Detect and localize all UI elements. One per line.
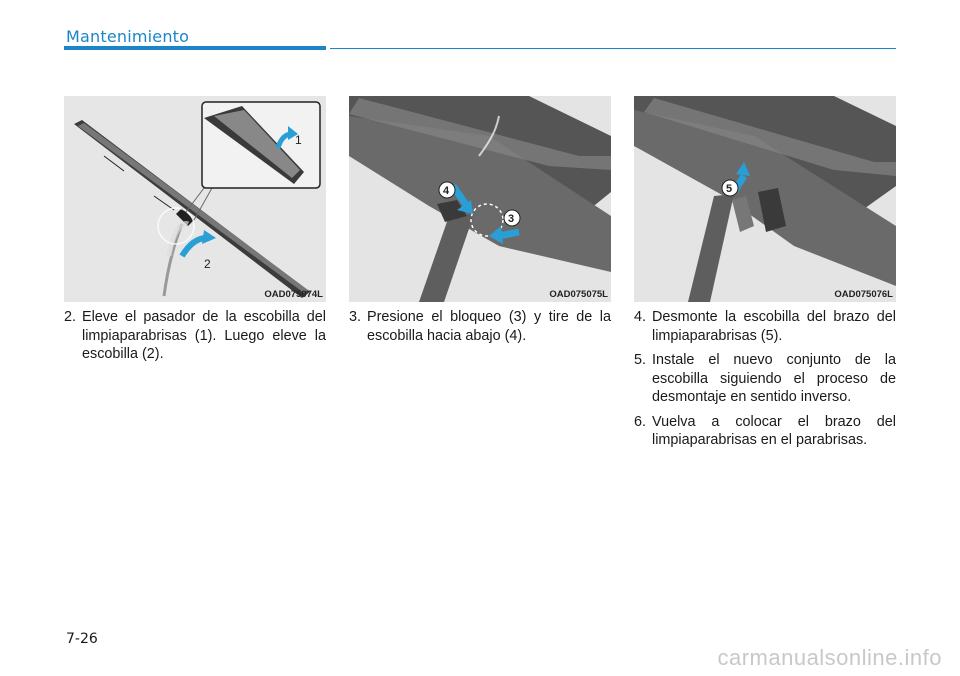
wiper-illustration-2	[349, 96, 611, 302]
step-text: Instale el nuevo conjunto de la escobilla siguiendo el proceso de desmontaje en sentido inverso.	[652, 352, 896, 405]
figure-code: OAD075075L	[549, 289, 608, 300]
instruction-column-3	[634, 308, 896, 456]
step-number: 3.	[349, 309, 362, 325]
step-number: 2.	[64, 309, 77, 325]
header-rule-thick	[64, 46, 326, 50]
step-text: Eleve el pasador de la escobilla del limpiaparabrisas (1). Luego eleve la escobilla (2).	[82, 309, 326, 362]
instruction-column-2	[349, 308, 611, 351]
step-number: 5.	[634, 352, 647, 368]
callout-3: 3	[508, 213, 515, 225]
section-title: Mantenimiento	[66, 27, 190, 46]
step-number: 4.	[634, 309, 647, 325]
watermark: carmanualsonline.info	[717, 645, 942, 670]
instruction-step	[634, 308, 896, 345]
instruction-column-1	[64, 308, 326, 370]
callout-1: 1	[295, 133, 302, 147]
figure-wiper-pin-lift	[64, 96, 326, 302]
page-number: 7-26	[66, 631, 98, 647]
inset-zoom	[202, 102, 320, 188]
instruction-step	[634, 351, 896, 407]
step-number: 6.	[634, 413, 647, 430]
wiper-illustration-3	[634, 96, 896, 302]
figure-code: OAD075074L	[264, 289, 323, 300]
header-rule-thin	[330, 48, 896, 49]
figure-remove-blade	[634, 96, 896, 302]
step-text: Vuelva a colocar el brazo del limpiaparabrisas en el parabrisas.	[652, 413, 896, 448]
instruction-step	[634, 413, 896, 450]
step-text: Desmonte la escobilla del brazo del limpiaparabrisas (5).	[652, 309, 896, 344]
figure-code: OAD075076L	[834, 289, 893, 300]
step-text: Presione el bloqueo (3) y tire de la escobilla hacia abajo (4).	[367, 309, 611, 344]
callout-2: 2	[204, 257, 211, 271]
instruction-step	[349, 308, 611, 345]
callout-4: 4	[443, 185, 450, 197]
instruction-step	[64, 308, 326, 364]
figure-press-lock	[349, 96, 611, 302]
callout-5: 5	[726, 183, 733, 195]
wiper-illustration-1	[64, 96, 326, 302]
